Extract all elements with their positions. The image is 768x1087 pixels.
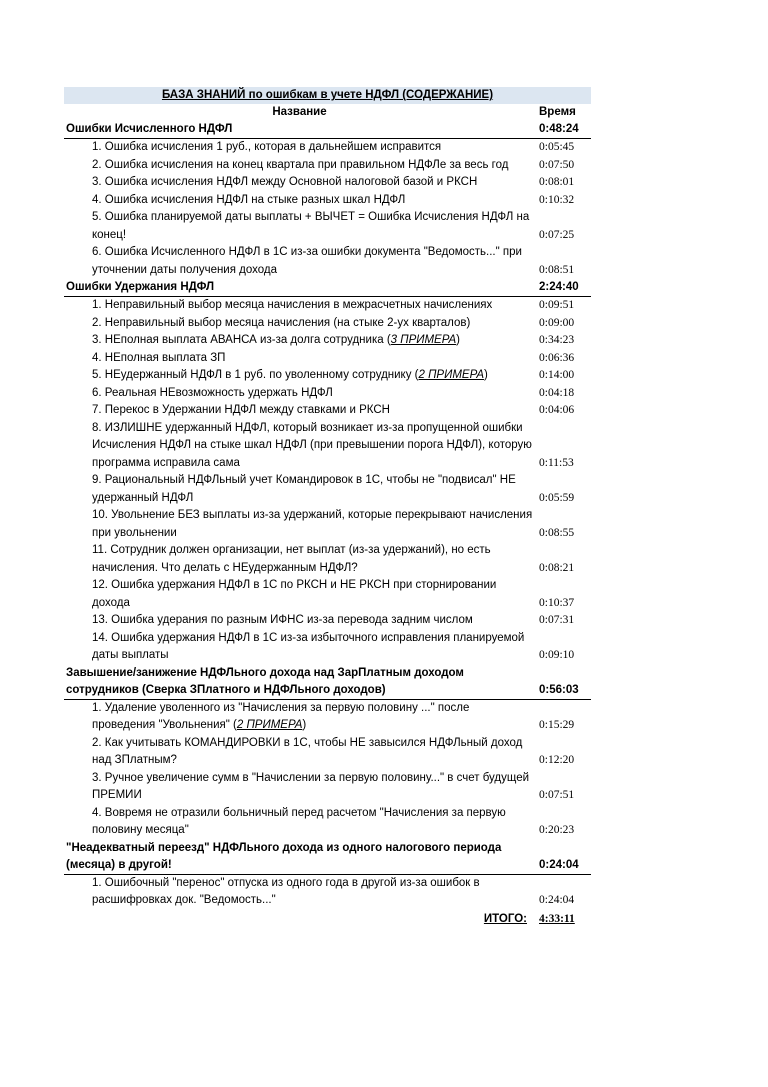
item-time: 0:09:00 [539,316,575,329]
item-time: 0:10:32 [539,193,575,206]
item-text: 2. Ошибка исчисления на конец квартала при правильном НДФЛе за весь год [92,158,509,171]
list-item[interactable] [64,174,591,192]
section-time: 0:24:04 [539,858,579,871]
list-item[interactable] [64,735,591,770]
list-item[interactable] [64,805,591,840]
item-title [64,350,535,368]
section-time: 2:24:40 [539,281,579,293]
rows-container [64,121,591,910]
section-row [64,665,591,700]
item-title [64,577,535,612]
item-text: 4. Ошибка исчисления НДФЛ на стыке разных шкал НДФЛ [92,193,406,206]
item-text: 14. Ошибка удержания НДФЛ в 1С из-за избыточного исправления планируемой даты выплаты [92,631,525,661]
section-title: Завышение/занижение НДФЛьного дохода над ЗарПлатным доходом сотрудников (Сверка ЗПлатного и НДФЛьного доходов) [66,666,464,696]
item-title [64,420,535,473]
item-title [64,209,535,244]
column-header-name: Название [272,106,327,118]
item-text: 5. НЕудержанный НДФЛ в 1 руб. по уволенному сотруднику ( [92,369,419,381]
list-item[interactable] [64,875,591,910]
list-item[interactable] [64,542,591,577]
item-text: 6. Реальная НЕвозможность удержать НДФЛ [92,386,333,399]
item-title [64,157,535,175]
item-title [64,770,535,805]
item-time: 0:08:21 [539,561,575,574]
item-time: 0:04:18 [539,386,575,399]
item-text: 8. ИЗЛИШНЕ удержанный НДФЛ, который возникает из-за пропущенной ошибки Исчисления НДФЛ на стыке шкал НДФЛ (при превышении порога НДФЛ), которую программа исправила сама [92,421,532,469]
item-time: 0:14:00 [539,369,575,381]
item-text: 9. Рациональный НДФЛьный учет Командировок в 1С, чтобы не "подвисал" НЕ удержанный НДФЛ [92,474,516,504]
section-time: 0:48:24 [539,123,579,135]
item-text: 3. Ошибка исчисления НДФЛ между Основной налоговой базой и РКСН [92,176,478,188]
item-time: 0:07:31 [539,614,575,626]
list-item[interactable] [64,367,591,385]
item-time: 0:08:55 [539,526,575,539]
list-item[interactable] [64,157,591,175]
item-title [64,192,535,210]
item-time: 0:15:29 [539,719,575,731]
item-time: 0:04:06 [539,404,575,416]
item-time: 0:07:25 [539,228,575,241]
item-title [64,630,535,665]
section-time: 0:56:03 [539,683,579,696]
list-item[interactable] [64,612,591,630]
list-item[interactable] [64,577,591,612]
item-title [64,875,535,910]
section-row [64,279,591,297]
list-item[interactable] [64,315,591,333]
item-time: 0:08:51 [539,263,575,276]
list-item[interactable] [64,297,591,315]
item-text: 5. Ошибка планируемой даты выплаты + ВЫЧЕТ = Ошибка Исчисления НДФЛ на конец! [92,211,530,241]
list-item[interactable] [64,139,591,157]
item-text: 2. Неправильный выбор месяца начисления (на стыке 2-ух кварталов) [92,316,471,329]
item-title [64,805,535,840]
column-header-time: Время [539,106,576,118]
item-title [64,472,535,507]
item-time: 0:07:51 [539,789,575,801]
item-text: 1. Неправильный выбор месяца начисления в межрасчетных начислениях [92,299,493,311]
item-time: 0:34:23 [539,334,575,346]
total-row [64,910,591,928]
item-time: 0:24:04 [539,894,575,906]
item-title [64,402,535,420]
page-title: БАЗА ЗНАНИЙ по ошибкам в учете НДФЛ (СОДЕРЖАНИЕ) [64,87,591,104]
item-title [64,542,535,577]
section-title: Ошибки Удержания НДФЛ [66,281,215,293]
list-item[interactable] [64,402,591,420]
item-text: 4. НЕполная выплата ЗП [92,351,226,364]
item-time: 0:05:45 [539,141,575,153]
list-item[interactable] [64,209,591,244]
item-title [64,612,535,630]
item-text-suffix: ) [456,334,461,346]
item-text: 10. Увольнение БЕЗ выплаты из-за удержаний, которые перекрывают начисления при увольнении [92,509,533,539]
item-text: 4. Вовремя не отразили больничный перед расчетом "Начисления за первую половину месяца" [92,806,506,836]
item-title [64,700,535,735]
item-title [64,385,535,403]
item-text: 1. Ошибка исчисления 1 руб., которая в дальнейшем исправится [92,141,442,153]
list-item[interactable] [64,630,591,665]
item-text: 1. Ошибочный "перенос" отпуска из одного года в другой из-за ошибок в расшифровках док. "Ведомость..." [92,876,480,906]
item-time: 0:12:20 [539,754,575,766]
section-row [64,121,591,139]
section-title: Ошибки Исчисленного НДФЛ [66,123,233,135]
item-time: 0:08:01 [539,176,575,188]
item-title [64,315,535,333]
list-item[interactable] [64,700,591,735]
list-item[interactable] [64,350,591,368]
examples-link[interactable]: 3 ПРИМЕРА [390,334,457,346]
item-text: 1. Удаление уволенного из "Начисления за первую половину ..." после проведения "Увольнения" ( [92,701,470,731]
item-text-suffix: ) [484,369,488,381]
total-value: 4:33:11 [539,912,575,925]
item-title [64,507,535,542]
item-time: 0:20:23 [539,824,575,836]
section-title: "Неадекватный переезд" НДФЛьного дохода из одного налогового периода (месяца) в другой! [66,841,502,871]
list-item[interactable] [64,332,591,350]
list-item[interactable] [64,244,591,279]
item-text: 11. Сотрудник должен организации, нет выплат (из-за удержаний), но есть начисления. Что делать с НЕудержанным НДФЛ? [92,544,491,574]
item-text: 2. Как учитывать КОМАНДИРОВКИ в 1С, чтобы НЕ завысился НДФЛьный доход над ЗПлатным? [92,736,523,766]
item-title [64,139,535,157]
item-text: 7. Перекос в Удержании НДФЛ между ставками и РКСН [92,404,390,416]
item-title [64,297,535,315]
item-time: 0:06:36 [539,351,575,364]
item-text: 13. Ошибка удерания по разным ИФНС из-за перевода задним числом [92,614,473,626]
item-text-suffix: ) [302,719,307,731]
item-title [64,174,535,192]
list-item[interactable] [64,385,591,403]
examples-link[interactable]: 2 ПРИМЕРА [236,719,303,731]
column-headers [64,104,591,121]
item-text: 3. НЕполная выплата АВАНСА из-за долга сотрудника ( [92,334,391,346]
item-time: 0:09:51 [539,299,575,311]
item-title [64,735,535,770]
item-time: 0:10:37 [539,596,575,609]
list-item[interactable] [64,507,591,542]
item-time: 0:09:10 [539,649,575,661]
item-text: 6. Ошибка Исчисленного НДФЛ в 1С из-за ошибки документа "Ведомость..." при уточнении даты получения дохода [92,246,522,276]
list-item[interactable] [64,420,591,473]
section-row [64,840,591,875]
table-of-contents [64,87,591,928]
list-item[interactable] [64,770,591,805]
item-title [64,244,535,279]
item-time: 0:05:59 [539,491,575,504]
item-title [64,332,535,350]
item-text: 12. Ошибка удержания НДФЛ в 1С по РКСН и НЕ РКСН при сторнировании дохода [92,579,497,609]
item-title [64,367,535,385]
list-item[interactable] [64,192,591,210]
total-label: ИТОГО: [483,912,527,925]
examples-link[interactable]: 2 ПРИМЕРА [418,369,485,381]
list-item[interactable] [64,472,591,507]
item-text: 3. Ручное увеличение сумм в "Начислении за первую половину..." в счет будущей ПРЕМИИ [92,771,530,801]
item-time: 0:07:50 [539,158,575,171]
item-time: 0:11:53 [539,456,574,469]
